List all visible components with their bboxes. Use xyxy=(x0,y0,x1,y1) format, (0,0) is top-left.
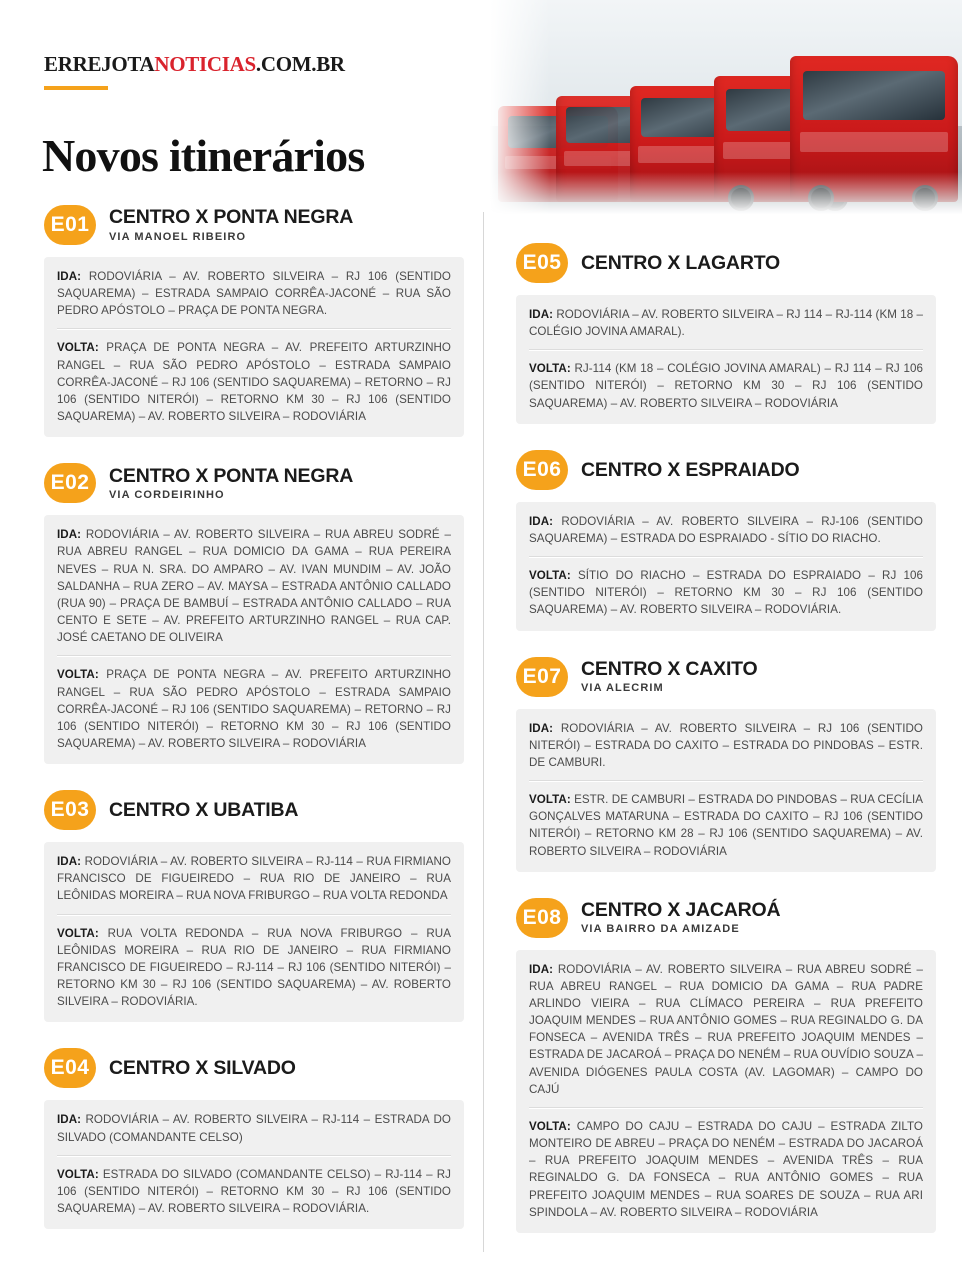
route-subtitle: VIA ALECRIM xyxy=(581,682,664,695)
route-header xyxy=(44,205,464,245)
routes-column-right xyxy=(516,243,936,1259)
leg-separator xyxy=(529,349,923,351)
route-title: CENTRO X CAXITO xyxy=(581,657,758,680)
route-detail-panel xyxy=(44,842,464,1022)
ida-text: RODOVIÁRIA – AV. ROBERTO SILVEIRA – RUA ABREU SODRÉ – RUA ABREU RANGEL – RUA DOMICIO DA GAMA – RUA PEREIRA NEVES – RUA N. SRA. DO AMPARO – AV. IVAN MUNDIM – AV. JOÃO SALDANHA – RUA ZERO – AV. MAYSA – ESTRADA ANTÔNIO CALLADO (RUA 90) – PRAÇA DE BAMBUÍ – ESTRADA ANTÔNIO CALLADO – RUA CENTO E SETE – AV. PREFEITO ARTURZINHO RANGEL – RUA CAP. JOSÉ CAETANO DE OLIVEIRA xyxy=(57,528,452,645)
route-e01 xyxy=(44,205,464,437)
leg-separator xyxy=(57,328,451,330)
route-ida xyxy=(57,526,451,646)
route-detail-panel xyxy=(44,257,464,437)
brand-underline xyxy=(44,86,108,90)
route-code-badge: E02 xyxy=(44,463,96,503)
volta-label: VOLTA: xyxy=(529,362,571,376)
site-brand xyxy=(44,52,345,77)
route-code-badge: E05 xyxy=(516,243,568,283)
route-ida xyxy=(529,306,923,340)
volta-text: PRAÇA DE PONTA NEGRA – AV. PREFEITO ARTURZINHO RANGEL – RUA SÃO PEDRO APÓSTOLO – ESTRADA SAMPAIO CORRÊA-JACONÉ – RJ 106 (SENTIDO SAQUAREMA) – RETORNO – RJ 106 (SENTIDO NITERÓI) – RETORNO KM 30 – RJ 106 (SENTIDO SAQUAREMA) – AV. ROBERTO SILVEIRA – RODOVIÁRIA xyxy=(57,341,451,424)
route-code-badge: E03 xyxy=(44,790,96,830)
leg-separator xyxy=(529,556,923,558)
route-header xyxy=(44,463,464,503)
route-ida xyxy=(529,720,923,771)
volta-text: ESTR. DE CAMBURI – ESTRADA DO PINDOBAS – RUA CECÍLIA GONÇALVES MATARUNA – ESTRADA DO CAXITO – RJ 106 (SENTIDO NITERÓI) – RETORNO KM 28 – RJ 106 (SENTIDO SAQUAREMA) – AV. ROBERTO SILVEIRA – RODOVIÁRIA xyxy=(529,793,924,858)
route-code-badge: E04 xyxy=(44,1048,96,1088)
route-volta xyxy=(529,1118,923,1221)
volta-label: VOLTA: xyxy=(57,341,99,355)
volta-text: PRAÇA DE PONTA NEGRA – AV. PREFEITO ARTURZINHO RANGEL – RUA SÃO PEDRO APÓSTOLO – ESTRADA SAMPAIO CORRÊA-JACONÉ – RJ 106 (SENTIDO SAQUAREMA) – RETORNO – RJ 106 (SENTIDO NITERÓI) – RETORNO KM 30 – RJ 106 (SENTIDO SAQUAREMA) – AV. ROBERTO SILVEIRA – RODOVIÁRIA xyxy=(57,668,451,750)
volta-label: VOLTA: xyxy=(529,569,571,583)
route-code-badge: E07 xyxy=(516,657,568,697)
volta-label: VOLTA: xyxy=(57,668,99,682)
route-detail-panel xyxy=(516,950,936,1233)
route-code-badge: E08 xyxy=(516,898,568,938)
leg-separator xyxy=(57,1155,451,1157)
route-subtitle: VIA BAIRRO DA AMIZADE xyxy=(581,923,740,936)
volta-text: CAMPO DO CAJU – ESTRADA DO CAJU – ESTRADA ZILTO MONTEIRO DE ABREU – PRAÇA DO NENÉM – ESTRADA DO JACAROÁ – RUA PREFEITO JOAQUIM MENDES – AVENIDA TRÊS – RUA REGINALDO G. DA FONSECA – RUA ANTÔNIO GOMES – RUA PREFEITO JOAQUIM MENDES – RUA SOARES DE SOUZA – RUA ARI SPINDOLA – AV. ROBERTO SILVEIRA – RODOVIÁRIA xyxy=(529,1119,923,1219)
route-e03 xyxy=(44,790,464,1022)
ida-text: RODOVIÁRIA – AV. ROBERTO SILVEIRA – RJ-106 (SENTIDO SAQUAREMA) – ESTRADA DO ESPRAIADO - SÍTIO DO RIACHO. xyxy=(529,514,923,545)
photo-fade-bottom xyxy=(490,172,962,218)
route-ida xyxy=(529,513,923,547)
route-subtitle: VIA MANOEL RIBEIRO xyxy=(109,230,247,243)
route-header xyxy=(516,657,936,697)
route-detail-panel xyxy=(44,1100,464,1229)
route-e04 xyxy=(44,1048,464,1229)
route-title: CENTRO X PONTA NEGRA xyxy=(109,464,354,487)
ida-text: RODOVIÁRIA – AV. ROBERTO SILVEIRA – RJ 106 (SENTIDO SAQUAREMA) – ESTRADA SAMPAIO CORRÊA-JACONÉ – RUA SÃO PEDRO APÓSTOLO – PRAÇA DE PONTA NEGRA. xyxy=(57,270,451,318)
route-title: CENTRO X LAGARTO xyxy=(581,251,781,274)
leg-separator xyxy=(57,655,451,657)
ida-text: RODOVIÁRIA – AV. ROBERTO SILVEIRA – RJ-114 – RUA FIRMIANO FRANCISCO DE FIGUEIREDO – RUA RIO DE JANEIRO – RUA LEÔNIDAS MOREIRA – RUA NOVA FRIBURGO – RUA VOLTA REDONDA xyxy=(57,855,451,903)
bus-fleet-photo xyxy=(490,0,962,218)
route-e08 xyxy=(516,898,936,1233)
brand-prefix: ERREJOTA xyxy=(44,52,155,76)
route-detail-panel xyxy=(516,295,936,424)
route-volta xyxy=(57,339,451,425)
volta-label: VOLTA: xyxy=(529,793,571,807)
route-header xyxy=(44,790,464,830)
route-volta xyxy=(529,567,923,618)
route-header xyxy=(516,898,936,938)
ida-text: RODOVIÁRIA – AV. ROBERTO SILVEIRA – RJ-114 – ESTRADA DO SILVADO (COMANDANTE CELSO) xyxy=(57,1113,451,1144)
volta-text: RJ-114 (KM 18 – COLÉGIO JOVINA AMARAL) – RJ 114 – RJ 106 (SENTIDO NITERÓI) – RETORNO KM 30 – RJ 106 (SENTIDO SAQUAREMA) – AV. ROBERTO SILVEIRA – RODOVIÁRIA xyxy=(529,362,923,410)
brand-suffix: .COM.BR xyxy=(255,52,345,76)
leg-separator xyxy=(529,1107,923,1109)
ida-text: RODOVIÁRIA – AV. ROBERTO SILVEIRA – RJ 114 – RJ-114 (KM 18 – COLÉGIO JOVINA AMARAL). xyxy=(529,308,923,339)
ida-label: IDA: xyxy=(529,962,554,976)
route-code-badge: E06 xyxy=(516,450,568,490)
route-volta xyxy=(57,666,451,752)
route-detail-panel xyxy=(516,709,936,872)
route-title: CENTRO X JACAROÁ xyxy=(581,898,781,921)
route-title: CENTRO X UBATIBA xyxy=(109,798,299,821)
route-header xyxy=(44,1048,464,1088)
route-header xyxy=(516,450,936,490)
route-ida xyxy=(57,1111,451,1145)
ida-label: IDA: xyxy=(529,308,554,321)
route-title: CENTRO X PONTA NEGRA xyxy=(109,206,354,229)
ida-label: IDA: xyxy=(57,855,82,869)
ida-label: IDA: xyxy=(57,1113,82,1127)
route-subtitle: VIA CORDEIRINHO xyxy=(109,488,225,501)
routes-column-left xyxy=(44,205,464,1255)
ida-text: RODOVIÁRIA – AV. ROBERTO SILVEIRA – RUA ABREU SODRÉ – RUA ABREU RANGEL – RUA DOMICIO DA GAMA – RUA PADRE ARLINDO VIEIRA – RUA CLÍMACO PEREIRA – RUA PREFEITO JOAQUIM MENDES – RUA ANTÔNIO GOMES – RUA REGINALDO G. DA FONSECA – AVENIDA TRÊS – RUA PREFEITO JOAQUIM MENDES – ESTRADA DE JACAROÁ – PRAÇA DO NENÉM – RUA OUVÍDIO SOUZA – AVENIDA DIÓGENES PAULA COSTA (AV. LAGOMAR) – CAMPO DO CAJÚ xyxy=(529,962,924,1096)
page-title: Novos itinerários xyxy=(42,129,365,181)
route-title: CENTRO X ESPRAIADO xyxy=(581,458,800,481)
leg-separator xyxy=(57,914,451,916)
route-ida xyxy=(529,961,923,1098)
route-ida xyxy=(57,853,451,904)
route-detail-panel xyxy=(516,502,936,631)
ida-label: IDA: xyxy=(57,270,82,283)
volta-label: VOLTA: xyxy=(57,1167,99,1181)
leg-separator xyxy=(529,780,923,782)
route-detail-panel xyxy=(44,515,464,764)
route-volta xyxy=(529,791,923,860)
route-e07 xyxy=(516,657,936,872)
route-header xyxy=(516,243,936,283)
brand-mid: NOTICIAS xyxy=(154,52,256,76)
volta-text: ESTRADA DO SILVADO (COMANDANTE CELSO) – RJ-114 – RJ 106 (SENTIDO NITERÓI) – RETORNO KM 30 – RJ 106 (SENTIDO SAQUAREMA) – AV. ROBERTO SILVEIRA – RODOVIÁRIA. xyxy=(57,1167,451,1215)
volta-text: SÍTIO DO RIACHO – ESTRADA DO ESPRAIADO – RJ 106 (SENTIDO NITERÓI) – RETORNO KM 30 – RJ 106 (SENTIDO SAQUAREMA) – AV. ROBERTO SILVEIRA – RODOVIÁRIA. xyxy=(529,569,923,617)
route-e02 xyxy=(44,463,464,764)
volta-label: VOLTA: xyxy=(57,926,99,940)
route-ida xyxy=(57,268,451,319)
route-code-badge: E01 xyxy=(44,205,96,245)
ida-label: IDA: xyxy=(529,721,554,735)
route-volta xyxy=(57,1166,451,1217)
column-divider xyxy=(483,212,484,1252)
route-e05 xyxy=(516,243,936,424)
ida-label: IDA: xyxy=(529,514,554,528)
ida-text: RODOVIÁRIA – AV. ROBERTO SILVEIRA – RJ 106 (SENTIDO NITERÓI) – ESTRADA DO CAXITO – ESTRADA DO PINDOBAS – ESTR. DE CAMBURI. xyxy=(529,721,923,769)
route-volta xyxy=(529,360,923,411)
route-e06 xyxy=(516,450,936,631)
ida-label: IDA: xyxy=(57,528,82,542)
route-title: CENTRO X SILVADO xyxy=(109,1057,296,1080)
volta-label: VOLTA: xyxy=(529,1119,571,1133)
volta-text: RUA VOLTA REDONDA – RUA NOVA FRIBURGO – RUA LEÔNIDAS MOREIRA – RUA RIO DE JANEIRO – RUA FIRMIANO FRANCISCO DE FIGUEIREDO – RJ-114 – RJ 106 (SENTIDO NITERÓI) – RETORNO KM 30 – RJ 106 (SENTIDO SAQUAREMA) – AV. ROBERTO SILVEIRA – RODOVIÁRIA. xyxy=(57,926,451,1009)
route-volta xyxy=(57,925,451,1011)
